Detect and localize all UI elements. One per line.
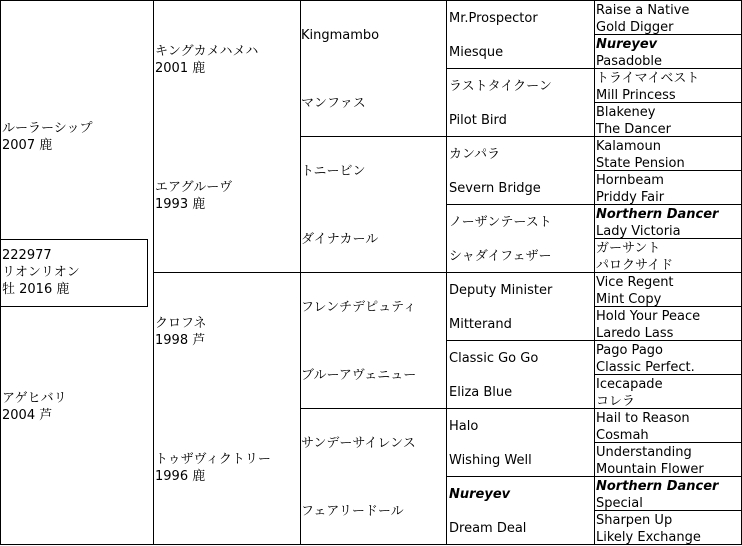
row-divider xyxy=(446,340,742,341)
gen3-name: マンファス xyxy=(301,96,366,111)
gen5-name: Hornbeam xyxy=(596,173,664,188)
gen5-name: コレラ xyxy=(596,394,636,409)
sire-info: 2007 鹿 xyxy=(2,138,53,153)
gen5-name: ガーサント xyxy=(596,241,661,256)
gen4-name: シャダイフェザー xyxy=(449,249,552,264)
gen2-info: 2001 鹿 xyxy=(155,61,206,76)
gen5-name: Lady Victoria xyxy=(596,224,681,239)
gen4-name: Halo xyxy=(449,419,479,434)
gen5-name: Raise a Native xyxy=(596,3,690,18)
gen2-info: 1996 鹿 xyxy=(155,469,206,484)
gen5-name: Mint Copy xyxy=(596,292,662,307)
dam-info: 2004 芦 xyxy=(2,408,53,423)
gen4-name: Mr.Prospector xyxy=(449,11,538,26)
gen3-name: サンデーサイレンス xyxy=(301,436,416,451)
gen5-name: State Pension xyxy=(596,156,685,171)
subject-box-bottom xyxy=(0,306,148,307)
gen5-name: Mountain Flower xyxy=(596,462,704,477)
subject-box-right xyxy=(147,239,148,307)
gen4-name: Dream Deal xyxy=(449,521,527,536)
gen5-name: Laredo Lass xyxy=(596,326,674,341)
gen4-name: Mitterand xyxy=(449,317,512,332)
row-divider xyxy=(446,204,742,205)
gen4-name: Pilot Bird xyxy=(449,113,507,128)
gen5-name: The Dancer xyxy=(596,122,672,137)
gen5-name: Blakeney xyxy=(596,105,656,120)
gen5-name: Pago Pago xyxy=(596,343,663,358)
gen5-name: Vice Regent xyxy=(596,275,674,290)
gen2-info: 1998 芦 xyxy=(155,333,206,348)
gen5-name: Icecapade xyxy=(596,377,663,392)
gen4-name: Nureyev xyxy=(449,487,511,502)
subject-id: 222977 xyxy=(2,248,52,263)
gen2-name: エアグルーヴ xyxy=(155,180,233,195)
subject-info: 牡 2016 鹿 xyxy=(2,282,70,297)
gen4-name: Deputy Minister xyxy=(449,283,553,298)
gen4-name: ラストタイクーン xyxy=(449,79,552,94)
gen5-name: Mill Princess xyxy=(596,88,676,103)
gen5-name: Kalamoun xyxy=(596,139,661,154)
gen2-info: 1993 鹿 xyxy=(155,197,206,212)
gen5-name: Classic Perfect. xyxy=(596,360,695,375)
gen3-name: ダイナカール xyxy=(301,232,379,247)
row-divider xyxy=(446,68,742,69)
gen5-name: Hold Your Peace xyxy=(596,309,701,324)
gen5-name: Northern Dancer xyxy=(596,207,719,222)
gen3-name: トニービン xyxy=(301,164,366,179)
frame-top xyxy=(0,0,742,1)
subject-box-top xyxy=(0,239,148,240)
gen5-name: Sharpen Up xyxy=(596,513,673,528)
gen5-name: Cosmah xyxy=(596,428,649,443)
subject-name: リオンリオン xyxy=(2,265,80,280)
gen3-name: ブルーアヴェニュー xyxy=(301,368,417,383)
gen5-name: トライマイベスト xyxy=(596,71,700,86)
gen5-name: Special xyxy=(596,496,643,511)
gen5-name: Priddy Fair xyxy=(596,190,665,205)
gen5-name: Hail to Reason xyxy=(596,411,690,426)
gen5-name: Understanding xyxy=(596,445,692,460)
gen5-name: Gold Digger xyxy=(596,20,674,35)
row-divider xyxy=(300,408,742,409)
gen4-name: Classic Go Go xyxy=(449,351,539,366)
gen3-name: フレンチデピュティ xyxy=(301,300,417,315)
gen5-name: Pasadoble xyxy=(596,54,663,69)
gen4-name: Eliza Blue xyxy=(449,385,513,400)
gen4-name: Severn Bridge xyxy=(449,181,541,196)
gen5-name: Likely Exchange xyxy=(596,530,701,545)
frame-left xyxy=(0,0,1,545)
gen3-name: フェアリードール xyxy=(301,504,404,519)
gen5-name: Northern Dancer xyxy=(596,479,719,494)
dam-name: アゲヒバリ xyxy=(2,391,67,406)
row-divider xyxy=(300,136,742,137)
gen4-name: ノーザンテースト xyxy=(449,215,552,230)
gen2-name: キングカメハメハ xyxy=(155,44,259,59)
gen4-name: Wishing Well xyxy=(449,453,532,468)
gen5-name: Nureyev xyxy=(596,37,658,52)
gen2-name: クロフネ xyxy=(155,316,207,331)
gen4-name: Miesque xyxy=(449,45,504,60)
sire-name: ルーラーシップ xyxy=(2,121,93,136)
gen3-name: Kingmambo xyxy=(301,28,380,43)
gen4-name: カンパラ xyxy=(449,147,501,162)
gen2-name: トゥザヴィクトリー xyxy=(155,452,271,467)
gen5-name: パロクサイド xyxy=(596,258,674,273)
